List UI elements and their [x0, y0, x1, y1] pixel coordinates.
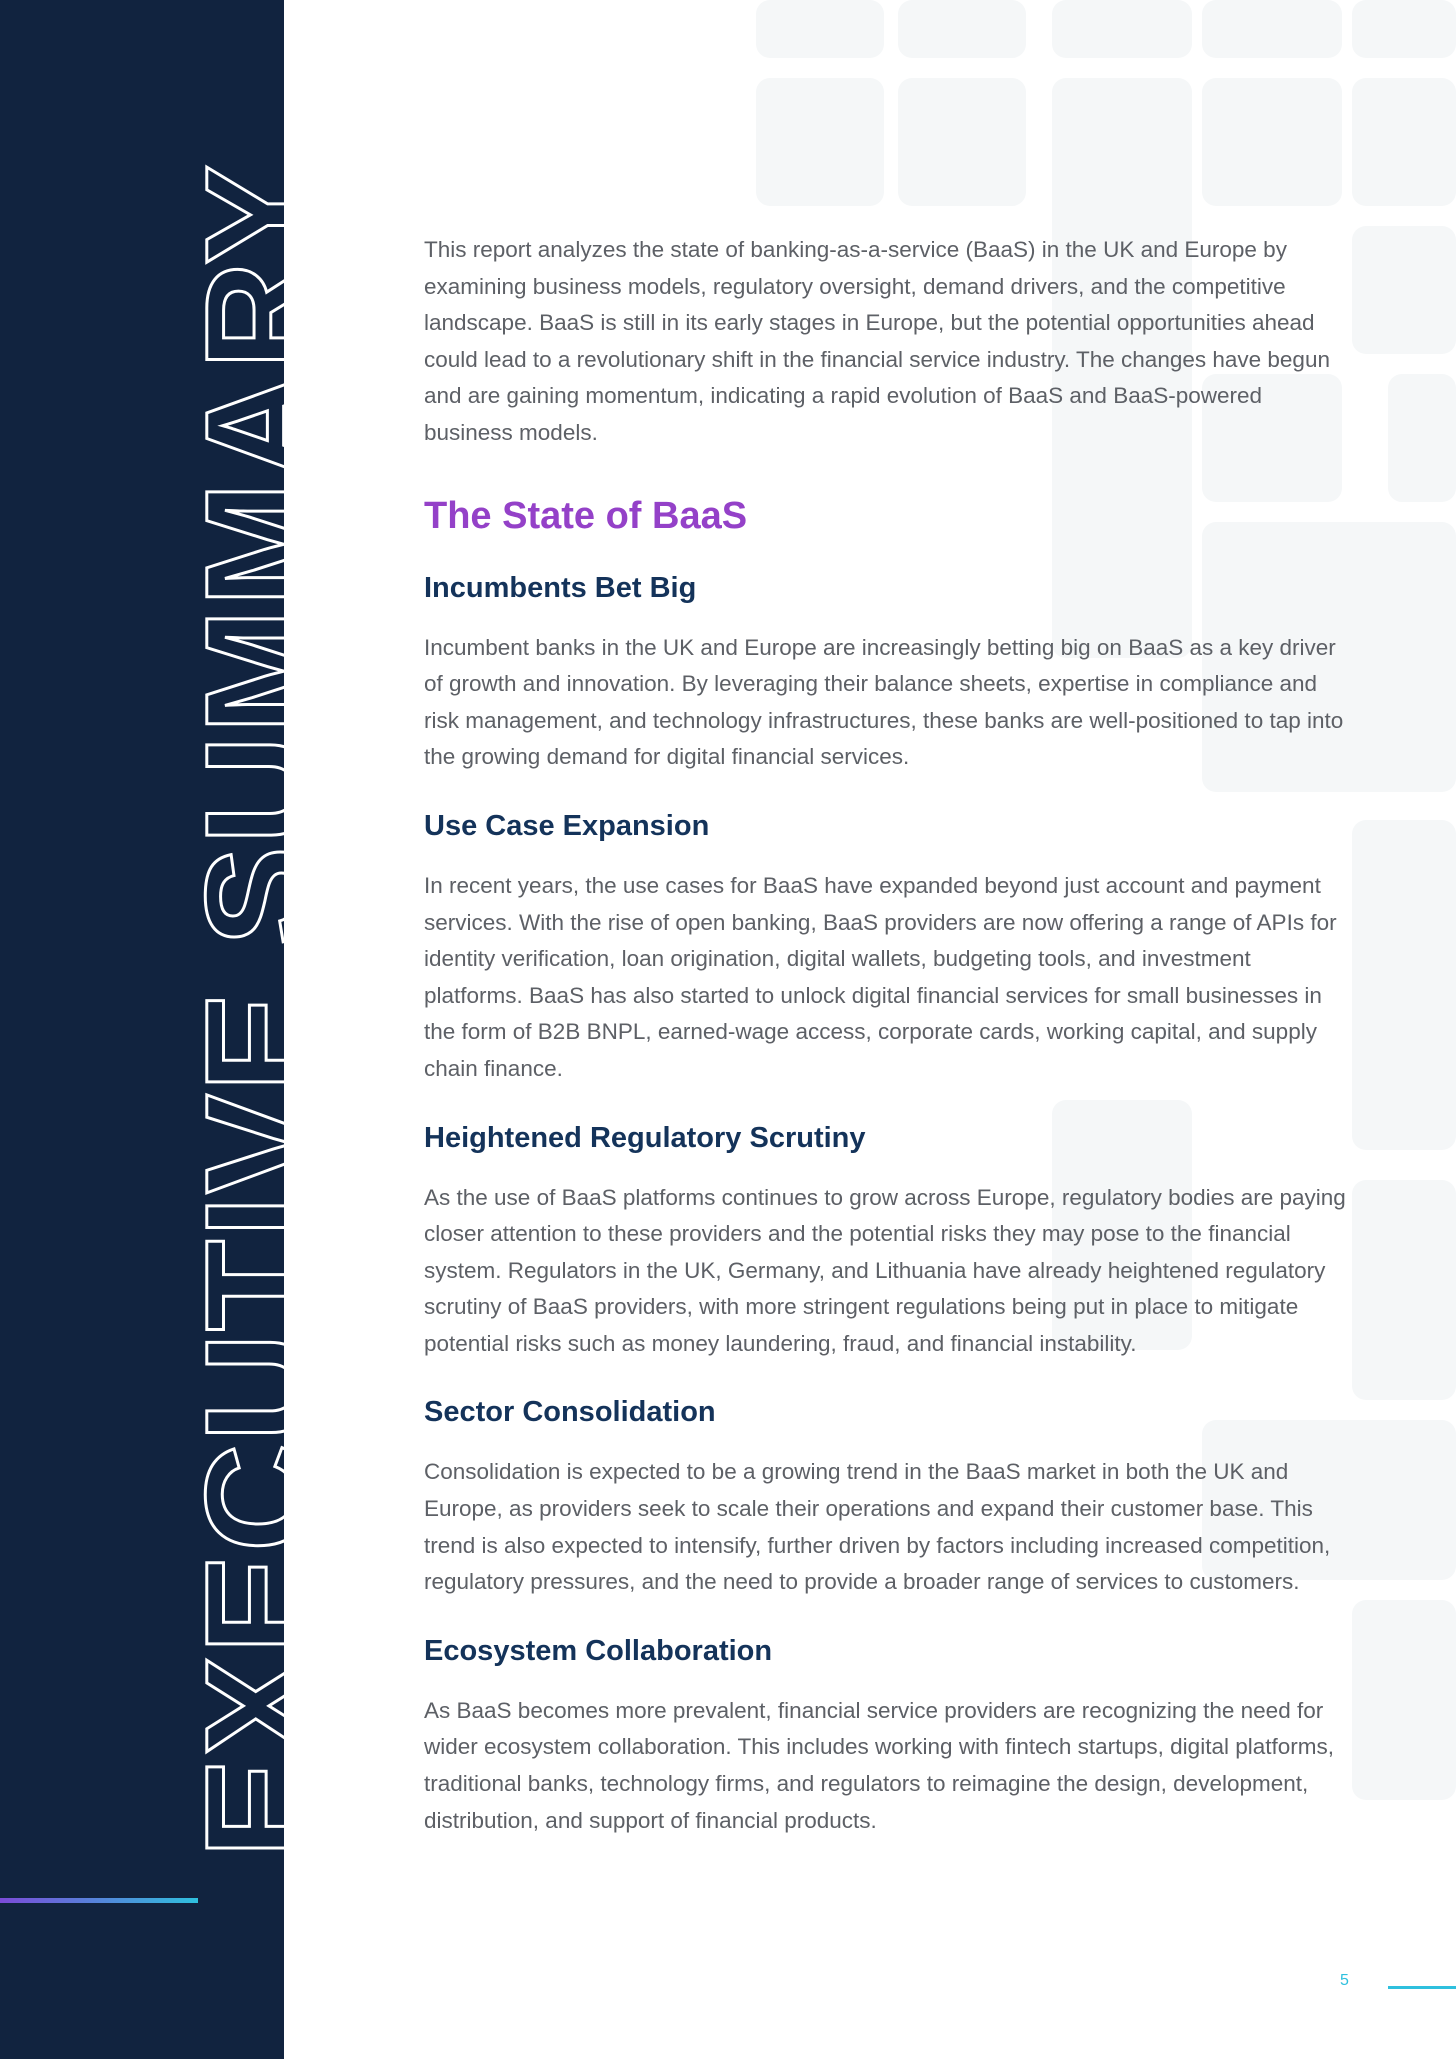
section-body: As BaaS becomes more prevalent, financial service providers are recognizing the need for wider ecosystem collaboration. This includes working with fintech startups, digital platforms, traditional banks, technology firms, and regulators to reimagine the design, development, distribution, and support of financial products.	[424, 1697, 1334, 1833]
sidebar	[0, 0, 342, 2059]
intro-paragraph: This report analyzes the state of banking-as-a-service (BaaS) in the UK and Europe by examining business models, regulatory oversight, demand drivers, and the competitive landscape. BaaS is still in its early stages in Europe, but the potential opportunities ahead could lead to a revolutionary shift in the financial service industry. The changes have begun and are gaining momentum, indicating a rapid evolution of BaaS and BaaS-powered business models.	[424, 237, 1330, 445]
section-body: As the use of BaaS platforms continues to grow across Europe, regulatory bodies are paying closer attention to these providers and the potential risks they may pose to the financial system. Regulators in the UK, Germany, and Lithuania have already heightened regulatory scrutiny of BaaS providers, with more stringent regulations being put in place to mitigate potential risks such as money laundering, fraud, and financial instability.	[424, 1184, 1346, 1356]
section-body: Incumbent banks in the UK and Europe are increasingly betting big on BaaS as a key driver of growth and innovation. By leveraging their balance sheets, expertise in compliance and risk management, and technology infrastructures, these banks are well-positioned to tap into the growing demand for digital financial services.	[424, 634, 1344, 770]
subheading: Heightened Regulatory Scrutiny	[424, 1121, 866, 1154]
section-use-case-expansion	[424, 806, 1354, 1088]
section-body: In recent years, the use cases for BaaS have expanded beyond just account and payment services. With the rise of open banking, BaaS providers are now offering a range of APIs for identity verification, loan origination, digital wallets, budgeting tools, and investment platforms. BaaS has also started to unlock digital financial services for small businesses in the form of B2B BNPL, earned-wage access, corporate cards, working capital, and supply chain finance.	[424, 872, 1337, 1081]
subheading: Ecosystem Collaboration	[424, 1634, 773, 1667]
page-number: 5	[1340, 1972, 1349, 1989]
section-incumbents	[424, 568, 1354, 776]
section-title: The State of BaaS	[424, 494, 748, 537]
section-regulatory-scrutiny	[424, 1118, 1354, 1363]
accent-gradient-line	[0, 1898, 198, 1903]
main-content	[424, 232, 1354, 1839]
subheading: Incumbents Bet Big	[424, 571, 697, 604]
section-body: Consolidation is expected to be a growing trend in the BaaS market in both the UK and Europe, as providers seek to scale their operations and expand their customer base. This trend is also expected to intensify, further driven by factors including increased competition, regulatory pressures, and the need to provide a broader range of services to customers.	[424, 1459, 1331, 1595]
section-sector-consolidation	[424, 1392, 1354, 1600]
page-number-line	[1388, 1986, 1456, 1989]
vertical-title: EXECUTIVE SUMMARY	[174, 162, 342, 1858]
subheading: Use Case Expansion	[424, 809, 710, 842]
section-ecosystem-collaboration	[424, 1631, 1354, 1839]
subheading: Sector Consolidation	[424, 1396, 716, 1429]
